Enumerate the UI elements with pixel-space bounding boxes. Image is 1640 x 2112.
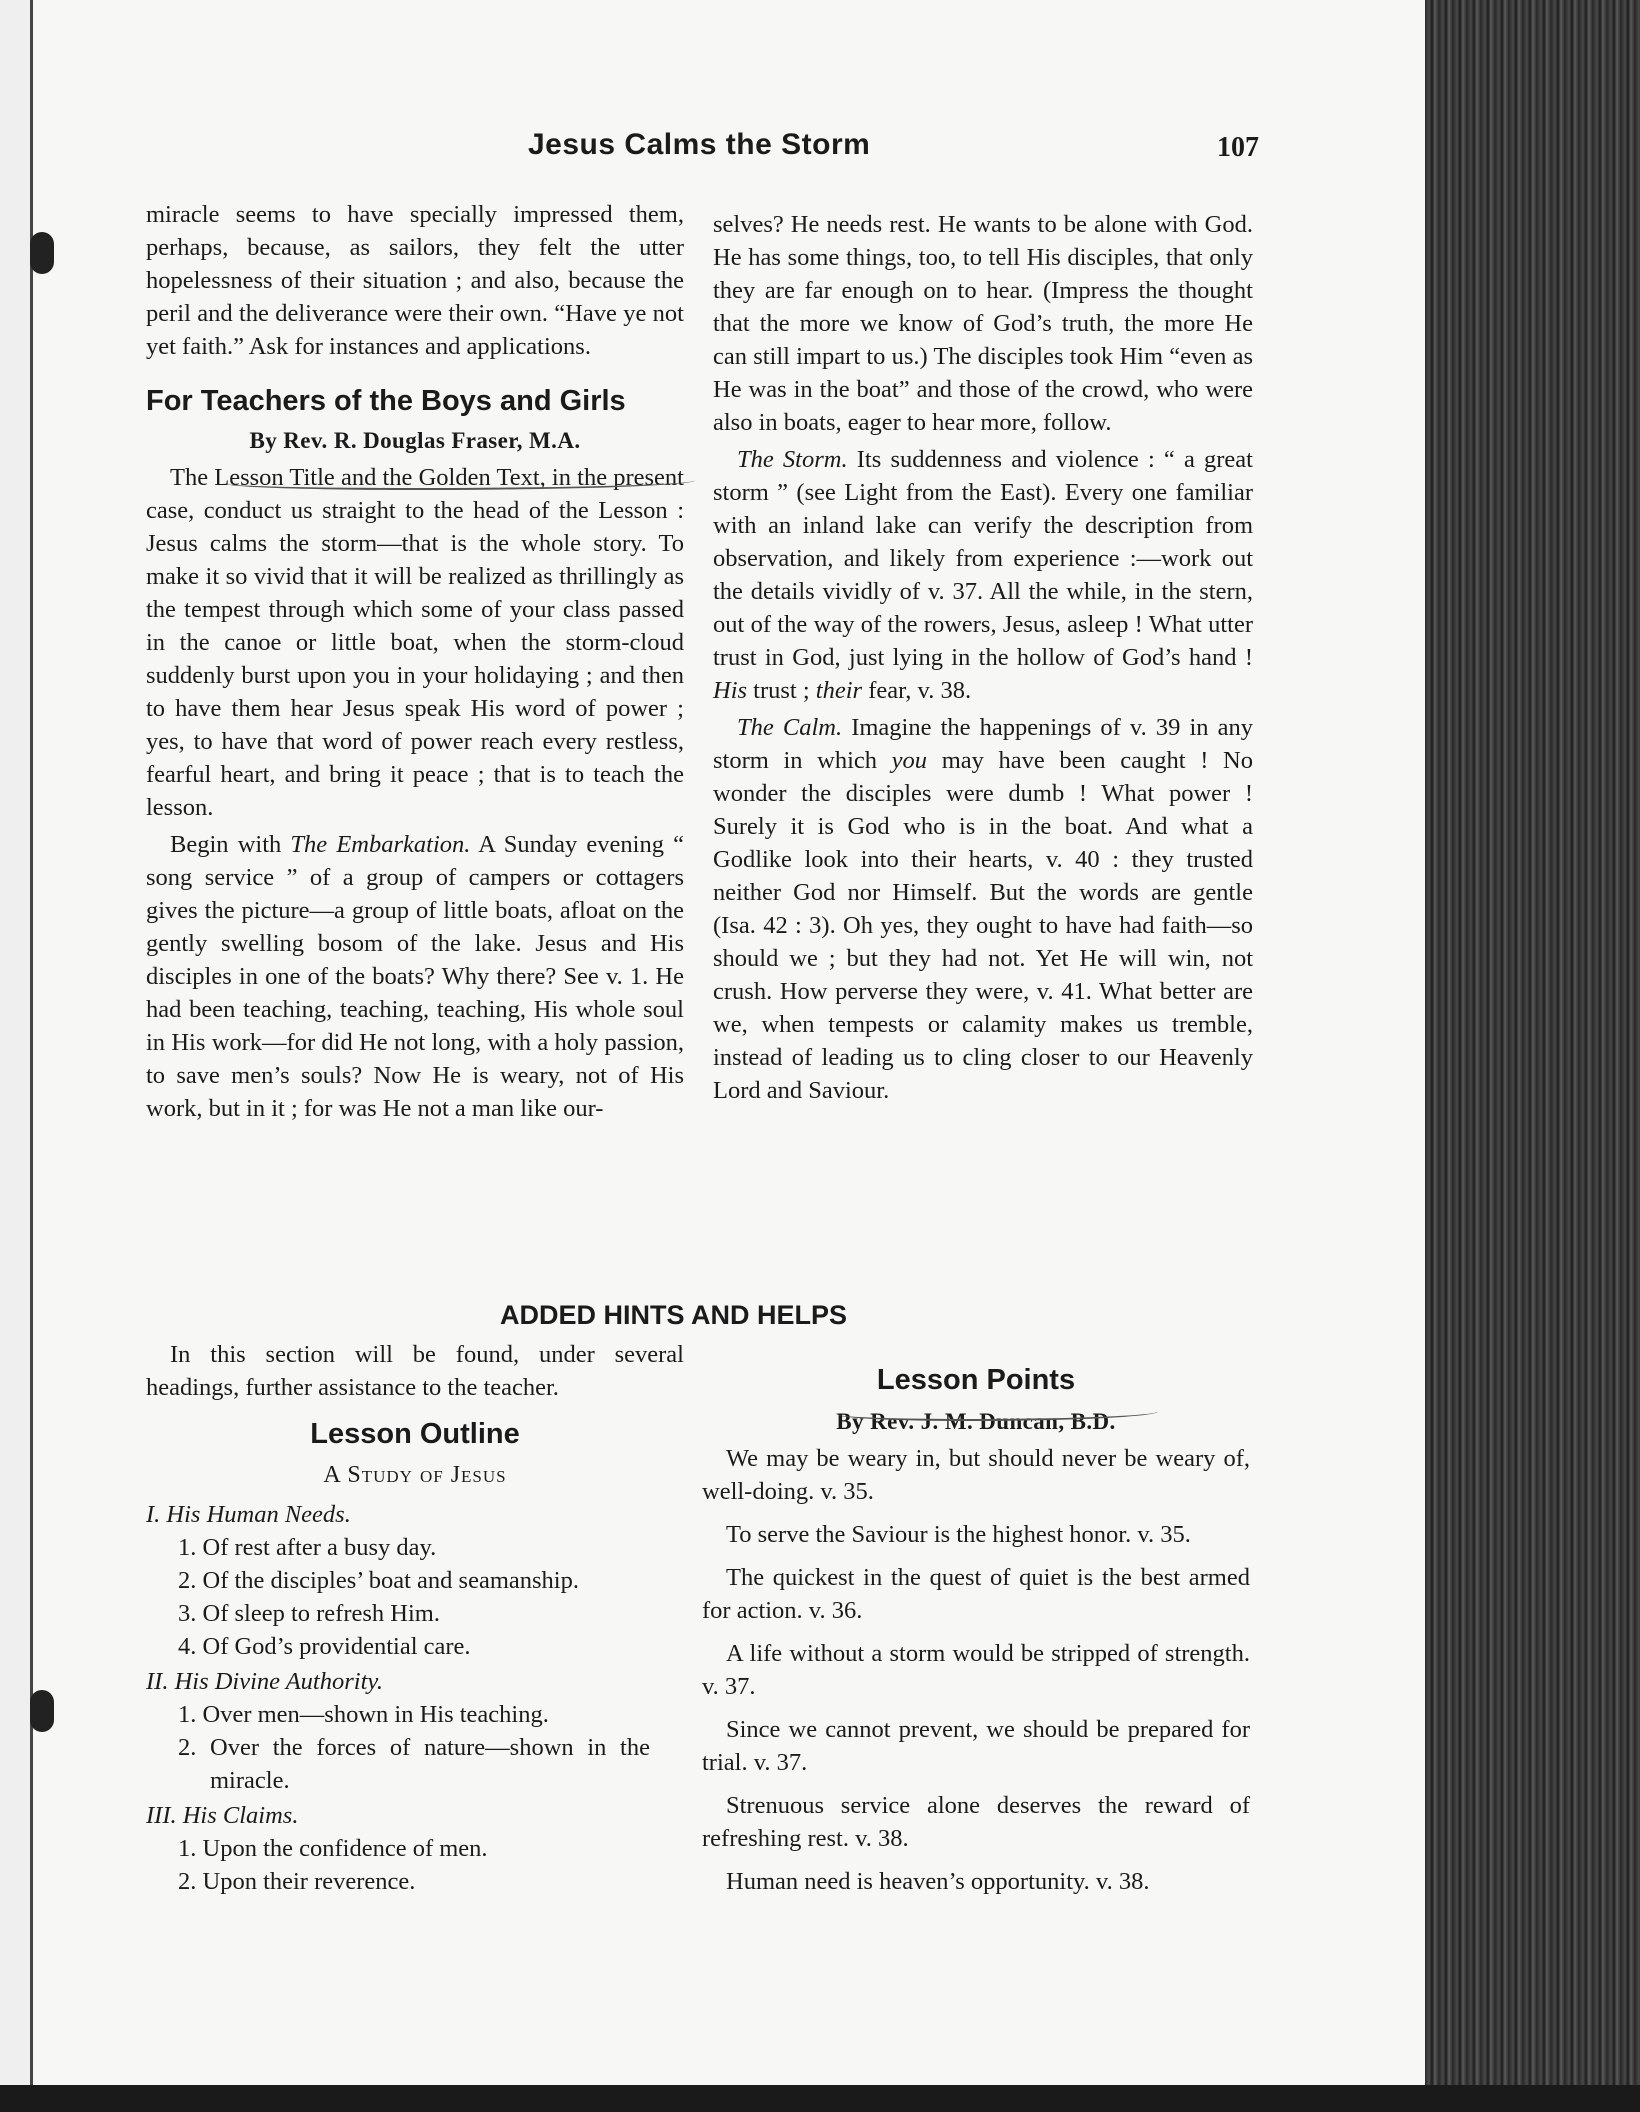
outline-item: 1. Over men—shown in His teaching. <box>178 1701 549 1728</box>
text: Imagine the happenings of v. 39 in any storm in which <box>713 714 1253 774</box>
italic-word: their <box>815 677 863 704</box>
paragraph <box>146 828 684 1125</box>
binding-hole <box>30 1690 54 1732</box>
lesson-point: Since we cannot prevent, we should be prepared for trial. v. 37. <box>702 1716 1250 1776</box>
scan-border <box>0 2085 1640 2112</box>
lesson-point: To serve the Saviour is the highest honor. v. 35. <box>726 1521 1191 1548</box>
running-head: Jesus Calms the Storm <box>528 128 871 161</box>
italic-lead: The Storm. <box>737 446 848 473</box>
italic-word: His <box>713 677 748 704</box>
left-column <box>146 198 684 1129</box>
text: Begin with <box>170 831 291 858</box>
text: fear, v. 38. <box>862 677 972 704</box>
lesson-points <box>702 1350 1250 1908</box>
outline-item: 1. Of rest after a busy day. <box>178 1534 437 1561</box>
section-title: For Teachers of the Boys and Girls <box>146 385 626 417</box>
text: Its suddenness and violence : “ a great storm ” (see Light from the East). Every one familiar with an inland lake can verify the description from observation, and likely from experience :—work out the details vividly of v. 37. All the while, in the stern, out of the way of the rowers, Jesus, asleep ! What utter trust in God, just lying in the hollow of God’s hand ! <box>713 446 1253 671</box>
page-number: 107 <box>1217 132 1259 163</box>
outline-section-head: II. His Divine Authority. <box>146 1668 384 1695</box>
right-column <box>713 208 1253 1111</box>
lesson-point: Human need is heaven’s opportunity. v. 38. <box>726 1868 1150 1895</box>
paragraph: selves? He needs rest. He wants to be alone with God. He has some things, too, to tell His disciples, that only they are far enough on to hear. (Impress the thought that the more we know of God’s truth, the more He can still impart to us.) The disciples took Him “even as He was in the boat” and those of the crowd, who were also in boats, eager to hear more, follow. <box>713 211 1253 436</box>
intro-paragraph: In this section will be found, under several headings, further assistance to the teacher. <box>146 1341 684 1401</box>
lesson-point: A life without a storm would be stripped of strength. v. 37. <box>702 1640 1250 1700</box>
outline-item: 1. Upon the confidence of men. <box>178 1835 488 1862</box>
text: A Sunday evening “ song service ” of a group of campers or cottagers gives the picture—a group of little boats, afloat on the gently swelling bosom of the lake. Jesus and His disciples in one of the boats? Why there? See v. 1. He had been teaching, teaching, teaching, His whole soul in His work—for did He not long, with a holy passion, to save men’s souls? Now He is weary, not of His work, but in it ; for was He not a man like our- <box>146 831 684 1122</box>
italic-word: you <box>891 747 928 774</box>
byline: By Rev. J. M. Duncan, B.D. <box>836 1409 1116 1434</box>
outline-section-head: III. His Claims. <box>146 1802 299 1829</box>
paragraph <box>713 711 1253 1107</box>
book-spine <box>1425 0 1640 2112</box>
lesson-outline <box>146 1338 684 1898</box>
binding-hole <box>30 232 54 274</box>
outline-item: 2. Over the forces of nature—shown in the miracle. <box>178 1734 650 1794</box>
outline-section-head: I. His Human Needs. <box>146 1501 351 1528</box>
lesson-point: The quickest in the quest of quiet is the best armed for action. v. 36. <box>702 1564 1250 1624</box>
text: trust ; <box>747 677 816 704</box>
added-hints-heading: ADDED HINTS AND HELPS <box>500 1300 848 1330</box>
text: may have been caught ! No wonder the disciples were dumb ! What power ! Surely it is God who is in the boat. And what a Godlike look into their hearts, v. 40 : they trusted neither God nor Himself. But the words are gentle (Isa. 42 : 3). Oh yes, they ought to have had faith—so should we ; but they had not. Yet He will win, not crush. How perverse they were, v. 41. What better are we, when tempests or calamity makes us tremble, instead of leading us to cling closer to our Heavenly Lord and Saviour. <box>713 747 1253 1104</box>
paragraph: The Lesson Title and the Golden Text, in the present case, conduct us straight to the head of the Lesson : Jesus calms the storm—that is the whole story. To make it so vivid that it will be realized as thrillingly as the tempest through which some of your class passed in the canoe or little boat, when the storm-cloud suddenly burst upon you in your holidaying ; and then to have them hear Jesus speak His word of power ; yes, to have that word of power reach every restless, fearful heart, and bring it peace ; that is to teach the lesson. <box>146 464 684 821</box>
outline-item: 3. Of sleep to refresh Him. <box>178 1600 440 1627</box>
paragraph <box>713 443 1253 707</box>
lesson-points-title: Lesson Points <box>876 1364 1076 1396</box>
outline-item: 2. Upon their reverence. <box>178 1868 416 1895</box>
lesson-point: Strenuous service alone deserves the reward of refreshing rest. v. 38. <box>702 1792 1250 1852</box>
outline-item: 2. Of the disciples’ boat and seamanship. <box>178 1567 579 1594</box>
outline-item: 4. Of God’s providential care. <box>178 1633 471 1660</box>
byline: By Rev. R. Douglas Fraser, M.A. <box>249 428 581 453</box>
italic-lead: The Calm. <box>737 714 843 741</box>
continuation-paragraph: miracle seems to have specially impressed them, perhaps, because, as sailors, they felt the utter hopelessness of their situation ; and also, because the peril and the deliverance were their own. “Have ye not yet faith.” Ask for instances and applications. <box>146 201 684 360</box>
lesson-outline-subtitle: A Study of Jesus <box>323 1462 507 1488</box>
lesson-point: We may be weary in, but should never be weary of, well-doing. v. 35. <box>702 1445 1250 1505</box>
italic-lead: The Embarkation. <box>290 831 471 858</box>
lesson-outline-title: Lesson Outline <box>310 1418 520 1450</box>
